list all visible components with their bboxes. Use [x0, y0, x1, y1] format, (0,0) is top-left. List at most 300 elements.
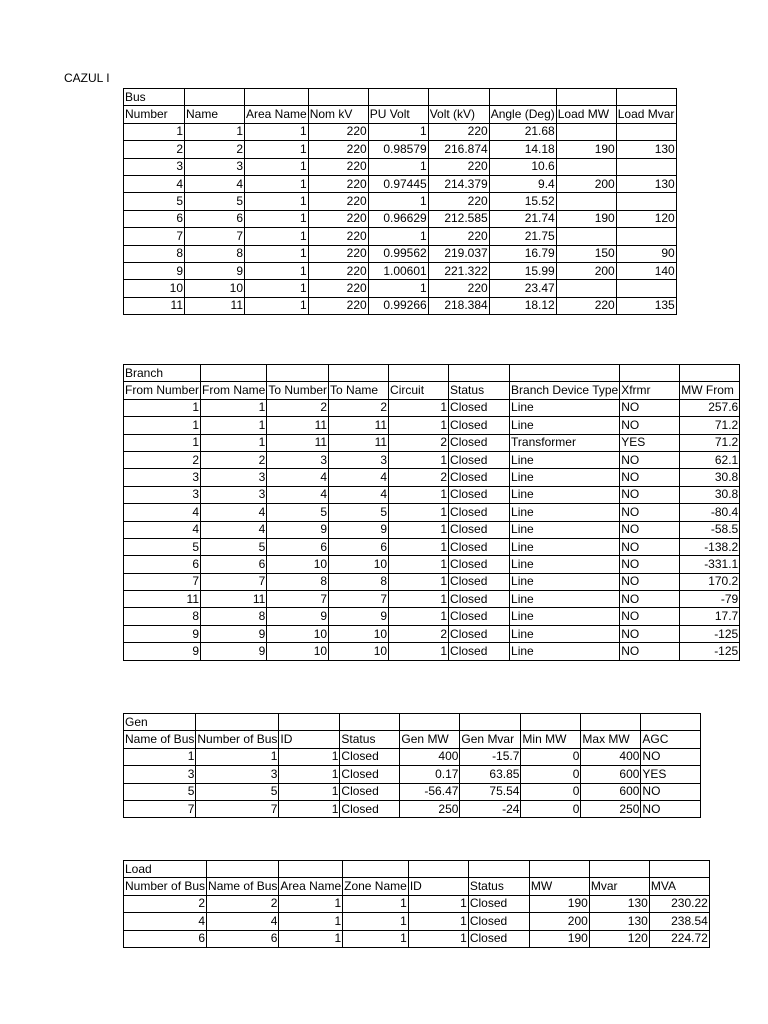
table-cell: NO	[620, 573, 680, 590]
table-cell: 6	[201, 556, 267, 573]
table-cell	[616, 158, 676, 175]
table-cell: 1	[245, 297, 309, 314]
table-cell: 4	[267, 486, 329, 503]
table-cell: 150	[556, 245, 616, 262]
table-cell: 0	[521, 766, 581, 783]
table-row	[124, 521, 740, 538]
table-row	[124, 280, 677, 297]
table-cell: Closed	[449, 417, 510, 434]
table-cell: 9	[329, 608, 389, 625]
table-cell: Line	[510, 591, 620, 608]
table-cell: 1	[408, 913, 468, 930]
column-header: Name of Bus	[207, 878, 279, 895]
table-cell: Closed	[449, 573, 510, 590]
empty-cell	[368, 89, 428, 106]
table-cell: 190	[529, 930, 589, 947]
table-cell: 1	[245, 245, 309, 262]
table-cell: 1	[196, 748, 279, 765]
table-cell: 2	[389, 625, 449, 642]
table-cell: 1	[389, 538, 449, 555]
table-cell: 1	[124, 417, 201, 434]
table-cell: Line	[510, 573, 620, 590]
table-cell: 216.874	[428, 141, 489, 158]
table-row	[124, 591, 740, 608]
table-cell	[616, 228, 676, 245]
table-cell: 4	[201, 504, 267, 521]
table-cell: 11	[329, 434, 389, 451]
table-cell: 130	[616, 175, 676, 192]
table-row	[124, 123, 677, 140]
table-row	[124, 748, 701, 765]
table-cell: Closed	[449, 399, 510, 416]
table-cell: -58.5	[680, 521, 740, 538]
table-cell	[556, 280, 616, 297]
table-cell: Closed	[449, 591, 510, 608]
table-cell: NO	[620, 556, 680, 573]
table-cell: -15.7	[460, 748, 521, 765]
column-header: Angle (Deg)	[489, 106, 556, 123]
table-cell: 0.99562	[368, 245, 428, 262]
table-cell: NO	[620, 538, 680, 555]
table-cell: 3	[124, 158, 185, 175]
table-cell: 250	[400, 800, 460, 817]
table-cell: 10	[267, 556, 329, 573]
table-cell: 220	[308, 297, 368, 314]
table-row	[124, 486, 740, 503]
table-cell: Closed	[449, 556, 510, 573]
column-header: ID	[408, 878, 468, 895]
table-cell: 3	[267, 451, 329, 468]
table-row	[124, 643, 740, 660]
table-cell: NO	[620, 504, 680, 521]
table-cell: 21.74	[489, 210, 556, 227]
table-cell: 1	[185, 123, 245, 140]
table-cell: 2	[124, 141, 185, 158]
table-cell: 212.585	[428, 210, 489, 227]
table-cell: YES	[641, 766, 701, 783]
table-cell: 3	[201, 469, 267, 486]
table-cell: 135	[616, 297, 676, 314]
table-cell: 6	[124, 210, 185, 227]
table-cell: NO	[641, 800, 701, 817]
table-cell: 2	[389, 434, 449, 451]
table-cell: Line	[510, 504, 620, 521]
table-cell: 8	[329, 573, 389, 590]
column-header: Volt (kV)	[428, 106, 489, 123]
table-cell: YES	[620, 434, 680, 451]
table-cell: 9	[267, 608, 329, 625]
table-cell: Line	[510, 625, 620, 642]
table-cell: 1	[201, 417, 267, 434]
table-cell: 71.2	[680, 434, 740, 451]
table-cell: 7	[124, 573, 201, 590]
table-cell: 400	[581, 748, 641, 765]
column-header: Min MW	[521, 731, 581, 748]
table-cell: Closed	[340, 800, 400, 817]
table-cell: 1	[245, 123, 309, 140]
table-cell: 8	[124, 245, 185, 262]
table-cell: Closed	[340, 748, 400, 765]
table-cell: 220	[428, 228, 489, 245]
table-cell: 2	[124, 451, 201, 468]
table-cell: Line	[510, 451, 620, 468]
table-cell: 10	[185, 280, 245, 297]
empty-cell	[649, 861, 709, 878]
table-cell: Closed	[449, 521, 510, 538]
empty-cell	[529, 861, 589, 878]
load-table	[123, 860, 710, 948]
table-cell: 6	[124, 556, 201, 573]
section-title-row	[124, 89, 677, 106]
table-cell: 9	[201, 643, 267, 660]
table-cell: 8	[185, 245, 245, 262]
section-title-row	[124, 861, 710, 878]
column-header: Status	[449, 382, 510, 399]
table-cell: Closed	[449, 504, 510, 521]
table-cell: Line	[510, 608, 620, 625]
table-cell: NO	[620, 451, 680, 468]
table-row	[124, 210, 677, 227]
table-cell: 10	[267, 643, 329, 660]
table-cell: 120	[589, 930, 649, 947]
table-cell: 21.75	[489, 228, 556, 245]
table-cell: 6	[124, 930, 207, 947]
table-cell: 1	[389, 608, 449, 625]
empty-cell	[279, 861, 343, 878]
column-header: Xfrmr	[620, 382, 680, 399]
column-header: ID	[279, 731, 340, 748]
table-cell: 190	[556, 210, 616, 227]
table-cell: 7	[267, 591, 329, 608]
table-cell: 220	[428, 280, 489, 297]
table-cell: 1	[245, 158, 309, 175]
table-cell: 220	[308, 280, 368, 297]
column-header: Gen Mvar	[460, 731, 521, 748]
table-cell: 1	[279, 748, 340, 765]
table-cell: 17.7	[680, 608, 740, 625]
table-cell: 1	[343, 895, 409, 912]
table-cell: 0	[521, 748, 581, 765]
table-cell: 200	[556, 262, 616, 279]
empty-cell	[408, 861, 468, 878]
empty-cell	[400, 714, 460, 731]
section-title: Bus	[124, 89, 185, 106]
table-cell: 1	[124, 748, 196, 765]
column-header: MW	[529, 878, 589, 895]
table-cell: 220	[308, 158, 368, 175]
table-row	[124, 469, 740, 486]
table-row	[124, 608, 740, 625]
table-cell: 9	[267, 521, 329, 538]
empty-cell	[510, 365, 620, 382]
table-cell: 1	[368, 280, 428, 297]
table-cell: 1	[343, 930, 409, 947]
table-cell: 75.54	[460, 783, 521, 800]
table-cell: -56.47	[400, 783, 460, 800]
table-cell: 220	[308, 228, 368, 245]
table-cell: 30.8	[680, 469, 740, 486]
table-cell	[556, 123, 616, 140]
table-cell: 1	[201, 399, 267, 416]
table-cell: 190	[529, 895, 589, 912]
table-cell: 5	[329, 504, 389, 521]
table-cell: 3	[185, 158, 245, 175]
section-title: Gen	[124, 714, 196, 731]
table-cell: NO	[620, 591, 680, 608]
empty-cell	[308, 89, 368, 106]
table-row	[124, 556, 740, 573]
table-cell: 4	[124, 504, 201, 521]
table-cell: 7	[201, 573, 267, 590]
table-cell: 21.68	[489, 123, 556, 140]
empty-cell	[449, 365, 510, 382]
table-cell: Closed	[468, 930, 529, 947]
empty-cell	[428, 89, 489, 106]
empty-cell	[267, 365, 329, 382]
table-cell: 4	[329, 486, 389, 503]
table-cell: 18.12	[489, 297, 556, 314]
table-cell: Closed	[468, 913, 529, 930]
column-header: To Name	[329, 382, 389, 399]
table-cell: 130	[616, 141, 676, 158]
table-cell: 5	[196, 783, 279, 800]
table-cell: 9	[201, 625, 267, 642]
table-cell: 220	[428, 158, 489, 175]
table-cell: 1	[124, 434, 201, 451]
table-cell: 224.72	[649, 930, 709, 947]
column-header: Number of Bus	[124, 878, 207, 895]
table-cell: 1	[389, 417, 449, 434]
table-cell: 1	[279, 766, 340, 783]
table-cell: 238.54	[649, 913, 709, 930]
empty-cell	[589, 861, 649, 878]
column-header: Nom kV	[308, 106, 368, 123]
table-cell: 9	[185, 262, 245, 279]
table-cell: 0.97445	[368, 175, 428, 192]
column-header: AGC	[641, 731, 701, 748]
section-title-row	[124, 365, 740, 382]
table-cell: Line	[510, 538, 620, 555]
table-cell: 10	[267, 625, 329, 642]
empty-cell	[196, 714, 279, 731]
table-cell: 11	[267, 434, 329, 451]
column-header: Max MW	[581, 731, 641, 748]
table-cell: 8	[124, 608, 201, 625]
table-cell: 63.85	[460, 766, 521, 783]
table-cell: 1	[124, 399, 201, 416]
table-cell: NO	[641, 748, 701, 765]
table-cell: 600	[581, 783, 641, 800]
table-cell: 1	[201, 434, 267, 451]
empty-cell	[245, 89, 309, 106]
column-header: Gen MW	[400, 731, 460, 748]
table-row	[124, 451, 740, 468]
table-cell: 1	[389, 643, 449, 660]
table-cell: 4	[207, 913, 279, 930]
table-cell: 2	[329, 399, 389, 416]
table-cell: 2	[124, 895, 207, 912]
table-cell: 7	[185, 228, 245, 245]
table-cell: 214.379	[428, 175, 489, 192]
table-cell: 1	[245, 175, 309, 192]
table-cell: 220	[308, 141, 368, 158]
column-header: Name	[185, 106, 245, 123]
table-cell: 1	[389, 573, 449, 590]
table-cell: NO	[620, 486, 680, 503]
column-header: Mvar	[589, 878, 649, 895]
table-cell: 220	[308, 175, 368, 192]
table-row	[124, 930, 710, 947]
empty-cell	[185, 89, 245, 106]
column-header: Name of Bus	[124, 731, 196, 748]
table-cell: 1	[124, 123, 185, 140]
table-cell: 6	[185, 210, 245, 227]
table-cell: 219.037	[428, 245, 489, 262]
table-cell: 3	[329, 451, 389, 468]
table-cell: 8	[267, 573, 329, 590]
table-cell: 170.2	[680, 573, 740, 590]
table-cell: 4	[124, 913, 207, 930]
table-cell: 11	[185, 297, 245, 314]
table-cell: 10	[329, 643, 389, 660]
table-cell: 1	[245, 210, 309, 227]
empty-cell	[616, 89, 676, 106]
table-cell: 9	[329, 521, 389, 538]
table-cell: 15.52	[489, 193, 556, 210]
table-row	[124, 245, 677, 262]
table-cell: 1	[245, 228, 309, 245]
table-cell: 5	[124, 783, 196, 800]
column-header: MVA	[649, 878, 709, 895]
table-cell: 200	[529, 913, 589, 930]
column-header: Zone Name	[343, 878, 409, 895]
table-cell: 1	[389, 399, 449, 416]
table-cell: 3	[124, 486, 201, 503]
table-cell: 1	[368, 228, 428, 245]
table-cell	[616, 123, 676, 140]
table-row	[124, 297, 677, 314]
table-cell: 1	[343, 913, 409, 930]
table-cell: 11	[124, 591, 201, 608]
table-cell: 0	[521, 800, 581, 817]
table-row	[124, 573, 740, 590]
table-row	[124, 434, 740, 451]
table-cell: 5	[185, 193, 245, 210]
table-cell	[556, 228, 616, 245]
table-cell: 250	[581, 800, 641, 817]
column-header: Status	[468, 878, 529, 895]
table-cell: 1	[279, 930, 343, 947]
header-row	[124, 731, 701, 748]
empty-cell	[489, 89, 556, 106]
table-cell: 2	[201, 451, 267, 468]
table-cell: 2	[389, 469, 449, 486]
table-row	[124, 625, 740, 642]
table-cell: 1	[245, 193, 309, 210]
table-cell: 1	[279, 800, 340, 817]
empty-cell	[468, 861, 529, 878]
empty-cell	[556, 89, 616, 106]
table-cell: 11	[329, 417, 389, 434]
table-row	[124, 766, 701, 783]
table-cell	[616, 193, 676, 210]
table-cell: 7	[124, 800, 196, 817]
table-cell: 4	[201, 521, 267, 538]
table-cell: 230.22	[649, 895, 709, 912]
table-cell: 130	[589, 895, 649, 912]
table-cell: 4	[329, 469, 389, 486]
table-row	[124, 504, 740, 521]
column-header: Load Mvar	[616, 106, 676, 123]
empty-cell	[581, 714, 641, 731]
table-cell: 62.1	[680, 451, 740, 468]
table-cell: 1	[368, 123, 428, 140]
empty-cell	[329, 365, 389, 382]
table-cell: 2	[267, 399, 329, 416]
table-cell: 6	[207, 930, 279, 947]
gen-table	[123, 713, 701, 818]
header-row	[124, 878, 710, 895]
table-cell: 8	[201, 608, 267, 625]
table-cell: 1	[389, 556, 449, 573]
table-cell: 257.6	[680, 399, 740, 416]
table-cell: 1	[408, 895, 468, 912]
table-cell: Closed	[340, 766, 400, 783]
table-cell: Closed	[468, 895, 529, 912]
table-cell: Line	[510, 521, 620, 538]
table-cell: 130	[589, 913, 649, 930]
table-cell: 23.47	[489, 280, 556, 297]
table-row	[124, 895, 710, 912]
table-cell: 1	[389, 451, 449, 468]
table-cell: 1	[408, 930, 468, 947]
table-cell: 3	[201, 486, 267, 503]
column-header: PU Volt	[368, 106, 428, 123]
table-cell: 10	[329, 625, 389, 642]
empty-cell	[389, 365, 449, 382]
table-cell: 220	[308, 193, 368, 210]
table-cell: 5	[267, 504, 329, 521]
table-cell: 6	[267, 538, 329, 555]
table-cell: 218.384	[428, 297, 489, 314]
table-row	[124, 228, 677, 245]
table-row	[124, 141, 677, 158]
table-cell: 5	[124, 193, 185, 210]
column-header: Circuit	[389, 382, 449, 399]
table-cell: 140	[616, 262, 676, 279]
table-cell: 7	[124, 228, 185, 245]
table-cell	[556, 158, 616, 175]
header-row	[124, 106, 677, 123]
table-cell: NO	[620, 399, 680, 416]
table-cell: 5	[201, 538, 267, 555]
table-cell: Closed	[449, 434, 510, 451]
table-cell: Closed	[449, 538, 510, 555]
column-header: Status	[340, 731, 400, 748]
table-cell: -331.1	[680, 556, 740, 573]
table-cell: 1	[389, 486, 449, 503]
table-cell: 1	[279, 913, 343, 930]
table-cell	[616, 280, 676, 297]
table-cell: 220	[308, 262, 368, 279]
table-cell: NO	[620, 643, 680, 660]
table-cell: -80.4	[680, 504, 740, 521]
table-cell: 11	[201, 591, 267, 608]
table-row	[124, 262, 677, 279]
table-cell: 0.96629	[368, 210, 428, 227]
table-cell: 30.8	[680, 486, 740, 503]
table-cell: 120	[616, 210, 676, 227]
